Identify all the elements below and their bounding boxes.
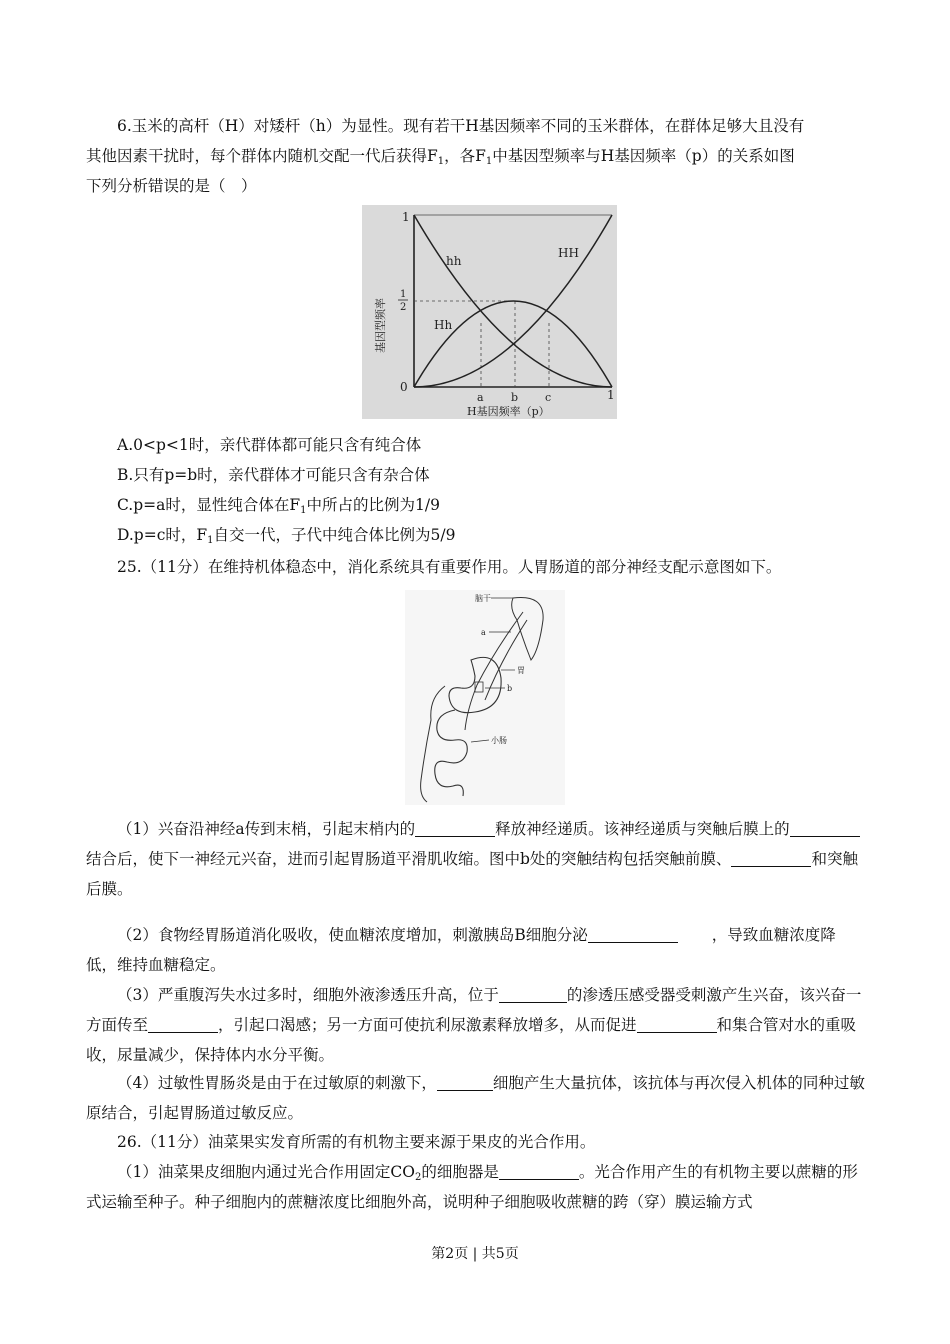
q26-stem: 26.（11分）油菜果实发育所需的有机物主要来源于果皮的光合作用。 <box>117 1133 596 1151</box>
Hh-label: Hh <box>434 318 453 332</box>
q6-option-d: D.p=c时，$F_1$自交一代，子代中纯合体比例为5/9 <box>117 526 456 546</box>
x-tick-one: 1 <box>607 388 615 402</box>
y-tick-one: 1 <box>402 210 410 224</box>
hh-label: hh <box>446 254 462 268</box>
brainstem-label: 脑干 <box>475 594 491 603</box>
stomach-label: 胃 <box>517 666 525 675</box>
y-tick-half-numerator: 1 <box>400 289 407 300</box>
x-tick-c: c <box>545 391 552 404</box>
x-tick-b: b <box>511 391 519 404</box>
q25-part3: （3）严重腹泻失水过多时，细胞外液渗透压升高，位于 的渗透压感受器受刺激产生兴奋，该兴奋一方面传至 ，引起口渴感；另一方面可使抗利尿激素释放增多，从而促进 和集合管对水的重吸收，尿量减少，保持体内水分平衡。 <box>86 986 862 1064</box>
blank[interactable] <box>588 924 678 943</box>
gut-nerve-diagram <box>405 590 565 805</box>
blank[interactable] <box>731 848 811 867</box>
blank[interactable] <box>499 984 567 1003</box>
q6-option-c: C.p=a时，显性纯合体在$F_1$中所占的比例为1/9 <box>117 496 440 516</box>
y-tick-half-denominator: 2 <box>400 302 407 313</box>
q6-stem-line2: 其他因素干扰时，每个群体内随机交配一代后获得$F_1$，各$F_1$中基因型频率与H基因频率（p）的关系如图 <box>86 147 795 167</box>
q6-stem-line3: 下列分析错误的是（ ） <box>86 177 257 195</box>
gut-nerve-figure <box>405 590 565 805</box>
x-tick-a: a <box>477 391 484 404</box>
q25-part2: （2）食物经胃肠道消化吸收，使血糖浓度增加，刺激胰岛B细胞分泌 ，导致血糖浓度降低，维持血糖稳定。 <box>86 926 836 974</box>
q25-stem: 25.（11分）在维持机体稳态中，消化系统具有重要作用。人胃肠道的部分神经支配示意图如下。 <box>117 558 782 576</box>
b-label: b <box>507 684 513 693</box>
nerve-a-label: a <box>481 628 486 637</box>
q6-option-a: A.0<p<1时，亲代群体都可能只含有纯合体 <box>117 436 422 454</box>
HH-label: HH <box>558 246 579 260</box>
blank[interactable] <box>415 818 495 837</box>
blank[interactable] <box>790 818 860 837</box>
page-footer: 第2页 | 共5页 <box>431 1246 519 1262</box>
q26-part1: （1）油菜果皮细胞内通过光合作用固定$CO_2$的细胞器是 。光合作用产生的有机物主要以蔗糖的形式运输至种子。种子细胞内的蔗糖浓度比细胞外高，说明种子细胞吸收蔗糖的跨（穿）膜运输方式 <box>86 1163 858 1211</box>
blank[interactable] <box>148 1014 218 1033</box>
blank[interactable] <box>437 1072 493 1091</box>
y-axis-label: 基因型频率 <box>374 298 387 353</box>
genotype-frequency-figure <box>362 205 617 419</box>
q25-part1: （1）兴奋沿神经a传到末梢，引起末梢内的 释放神经递质。该神经递质与突触后膜上的结合后，使下一神经元兴奋，进而引起胃肠道平滑肌收缩。图中b处的突触结构包括突触前膜、 和突触后膜。 <box>86 820 858 898</box>
q6-option-b: B.只有p=b时，亲代群体才可能只含有杂合体 <box>117 466 430 484</box>
origin-label: 0 <box>400 380 408 394</box>
q6-stem-line1: 6.玉米的高杆（H）对矮杆（h）为显性。现有若干H基因频率不同的玉米群体，在群体足够大且没有 <box>117 117 805 135</box>
intestine-label: 小肠 <box>491 736 507 745</box>
blank[interactable] <box>637 1014 717 1033</box>
x-axis-label: H基因频率（p） <box>467 405 550 418</box>
genotype-frequency-chart <box>362 205 617 419</box>
blank[interactable] <box>499 1161 579 1180</box>
q25-part4: （4）过敏性胃肠炎是由于在过敏原的刺激下， 细胞产生大量抗体，该抗体与再次侵入机体的同种过敏原结合，引起胃肠道过敏反应。 <box>86 1074 865 1122</box>
